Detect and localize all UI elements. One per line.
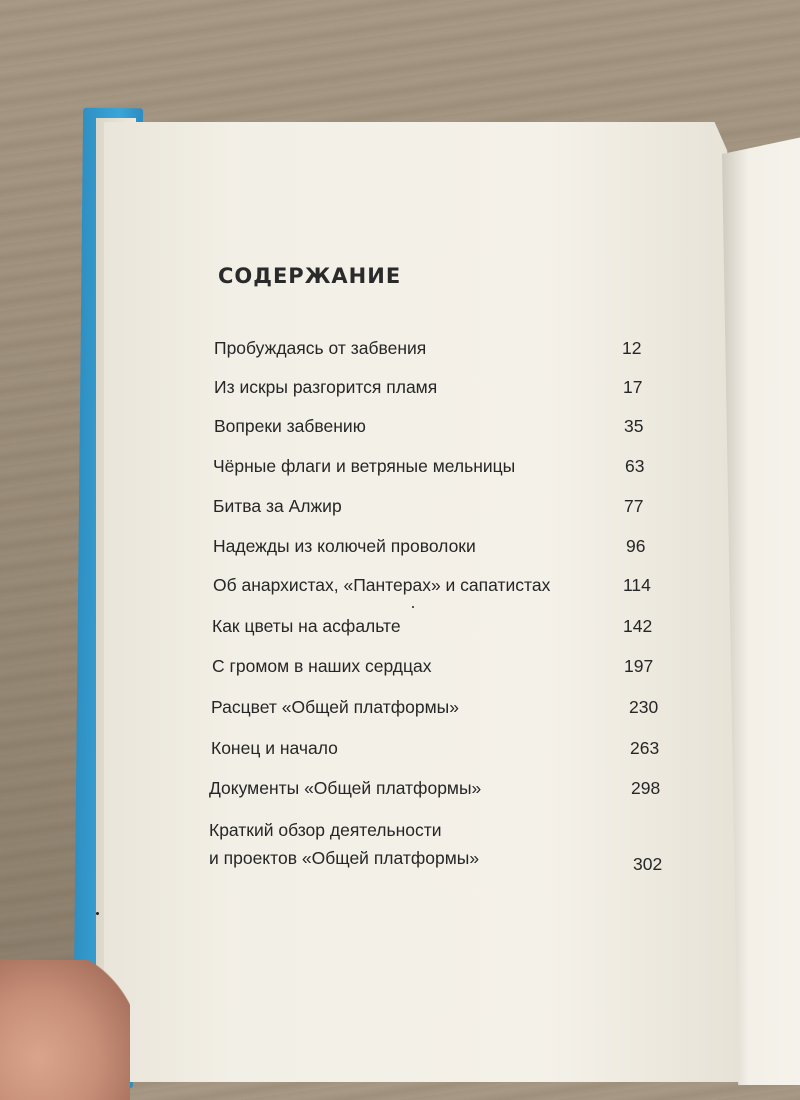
toc-entry-page: 230 (629, 697, 659, 717)
toc-title: СОДЕРЖАНИЕ (218, 264, 402, 288)
toc-entry-page: 17 (623, 377, 643, 397)
toc-entry-page: 35 (624, 416, 644, 436)
toc-entry-page: 63 (625, 456, 645, 476)
toc-entry-title: Пробуждаясь от забвения (214, 338, 427, 358)
toc-entry-page: 302 (633, 854, 663, 874)
toc-entry-title: Вопреки забвению (214, 416, 366, 436)
toc-entry-page: 197 (624, 656, 654, 676)
toc-entry-page: 96 (626, 536, 646, 556)
toc-entry-title: Об анархистах, «Пантерах» и сапатистах (213, 575, 551, 595)
toc-entry-title: Битва за Алжир (213, 496, 342, 516)
toc-entry-page: 263 (630, 738, 660, 758)
toc-entry-title-line2: и проектов «Общей платформы» (209, 848, 480, 868)
toc-entry-title: Из искры разгорится пламя (214, 377, 438, 397)
toc-entry-page: 12 (622, 338, 642, 358)
toc-entry-title: Расцвет «Общей платформы» (211, 697, 459, 717)
toc-entry-title: Надежды из колючей проволоки (213, 536, 476, 556)
toc-entry-page: 77 (624, 496, 644, 516)
toc-entry-title: Краткий обзор деятельности (209, 820, 442, 840)
toc-entry-title: Конец и начало (211, 738, 338, 758)
toc-entry-title: С громом в наших сердцах (212, 656, 432, 676)
toc-entry-title: Чёрные флаги и ветряные мельницы (213, 456, 516, 476)
toc-entry-title: Документы «Общей платформы» (209, 778, 482, 798)
toc-entry-title: Как цветы на асфальте (212, 616, 401, 636)
toc-entry-page: 298 (631, 778, 661, 798)
toc-entry-page: 114 (623, 575, 651, 595)
toc-entry-page: 142 (623, 616, 653, 636)
